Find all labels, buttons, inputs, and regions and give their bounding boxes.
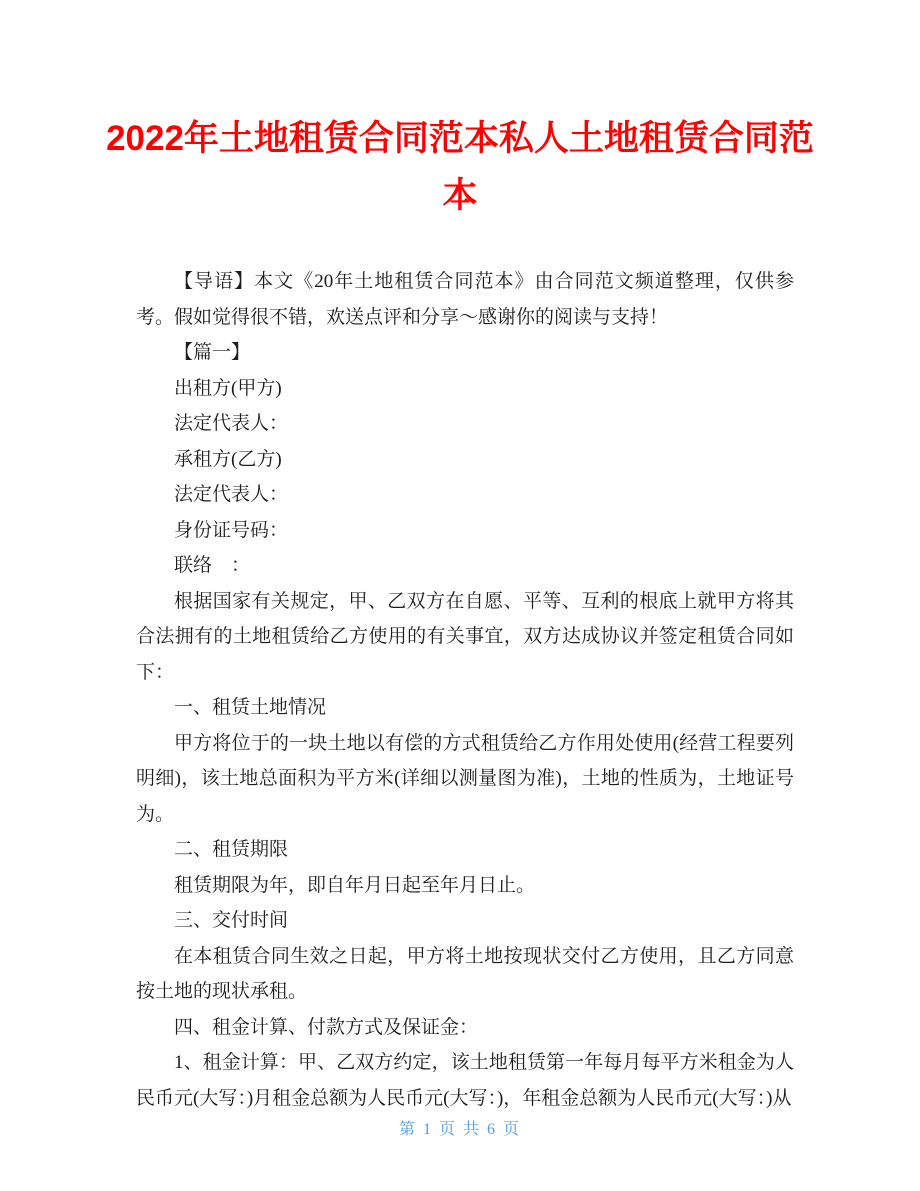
paragraph-intro: 【导语】本文《20年土地租赁合同范本》由合同范文频道整理，仅供参考。假如觉得很不错，欢送点评和分享～感谢你的阅读与支持！: [136, 271, 794, 328]
paragraph-lessor: 出租方(甲方): [174, 377, 282, 399]
paragraph-clause-1-heading: 一、租赁土地情况: [174, 697, 327, 718]
paragraph-clause-4-heading: 四、租金计算、付款方式及保证金：: [174, 1016, 479, 1038]
paragraph-section-one: 【篇一】: [174, 342, 251, 363]
paragraph-id-number: 身份证号码：: [174, 519, 289, 541]
paragraph-clause-2-heading: 二、租赁期限: [174, 839, 289, 860]
paragraph-preamble: 根据国家有关规定，甲、乙双方在自愿、平等、互利的根底上就甲方将其合法拥有的土地租赁给乙方使用的有关事宜，双方达成协议并签定租赁合同如下：: [136, 590, 794, 683]
paragraph-clause-3-heading: 三、交付时间: [174, 910, 289, 931]
paragraph-legal-rep-1: 法定代表人：: [174, 413, 289, 434]
paragraph-legal-rep-2: 法定代表人：: [174, 484, 289, 505]
paragraph-contact: 联络 ：: [174, 555, 251, 576]
paragraph-lessee: 承租方(乙方): [174, 448, 282, 470]
paragraph-clause-3-body: 在本租赁合同生效之日起，甲方将土地按现状交付乙方使用，且乙方同意按土地的现状承租。: [136, 945, 794, 1002]
paragraph-clause-2-body: 租赁期限为年，即自年月日起至年月日止。: [174, 874, 536, 896]
page-number-indicator: 第 1 页 共 6 页: [398, 1121, 521, 1138]
document-body: [136, 264, 794, 1116]
document-title: 2022年土地租赁合同范本私人土地租赁合同范本: [106, 119, 814, 215]
paragraph-clause-4-body: 1、租金计算：甲、乙双方约定，该土地租赁第一年每月每平方米租金为人民币元(大写：)月租金总额为人民币元(大写：)，年租金总额为人民币元(大写：)从: [136, 1052, 794, 1109]
paragraph-clause-1-body: 甲方将位于的一块土地以有偿的方式租赁给乙方作用处使用(经营工程要列明细)，该土地总面积为平方米(详细以测量图为准)，土地的性质为，土地证号为。: [136, 732, 794, 825]
